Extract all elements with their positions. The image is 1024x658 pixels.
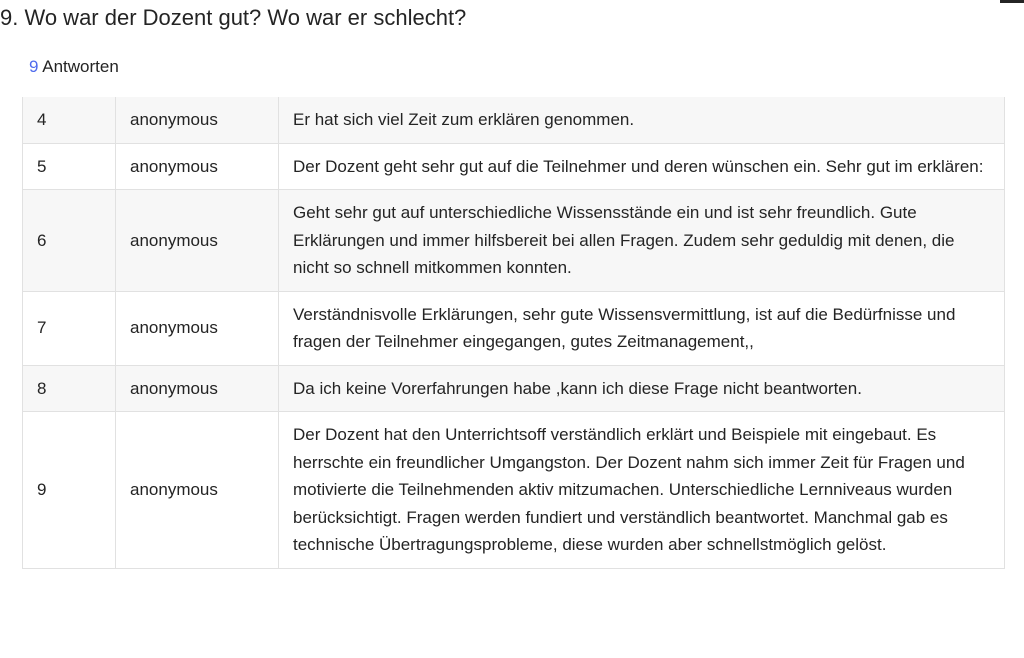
respondent-name: anonymous xyxy=(116,291,279,365)
response-text: Da ich keine Vorerfahrungen habe ,kann ich diese Frage nicht beantworten. xyxy=(279,365,1005,412)
response-text: Verständnisvolle Erklärungen, sehr gute Wissensvermittlung, ist auf die Bedürfnisse und fragen der Teilnehmer eingegangen, gutes Zeitmanagement,, xyxy=(279,291,1005,365)
table-row xyxy=(23,97,1005,143)
response-text: Geht sehr gut auf unterschiedliche Wissensstände ein und ist sehr freundlich. Gute Erklärungen und immer hilfsbereit bei allen Fragen. Zudem sehr geduldig mit denen, die nicht so schnell mitkommen konnten. xyxy=(279,190,1005,292)
response-id: 6 xyxy=(23,190,116,292)
answer-count xyxy=(29,56,119,78)
table-row xyxy=(23,190,1005,292)
response-id: 4 xyxy=(23,97,116,143)
respondent-name: anonymous xyxy=(116,190,279,292)
table-row xyxy=(23,412,1005,569)
answer-count-number: 9 xyxy=(29,57,39,76)
table-row xyxy=(23,143,1005,190)
question-title: 9. Wo war der Dozent gut? Wo war er schlecht? xyxy=(0,5,467,30)
table-row xyxy=(23,365,1005,412)
window-corner-mark xyxy=(1000,0,1024,3)
respondent-name: anonymous xyxy=(116,143,279,190)
response-id: 5 xyxy=(23,143,116,190)
respondent-name: anonymous xyxy=(116,97,279,143)
response-text: Er hat sich viel Zeit zum erklären genommen. xyxy=(279,97,1005,143)
responses-table xyxy=(22,97,1005,569)
response-id: 7 xyxy=(23,291,116,365)
answer-count-label: Antworten xyxy=(42,57,119,76)
response-id: 8 xyxy=(23,365,116,412)
response-text: Der Dozent geht sehr gut auf die Teilnehmer und deren wünschen ein. Sehr gut im erklären: xyxy=(279,143,1005,190)
table-row xyxy=(23,291,1005,365)
respondent-name: anonymous xyxy=(116,412,279,569)
response-id: 9 xyxy=(23,412,116,569)
response-text: Der Dozent hat den Unterrichtsoff verständlich erklärt und Beispiele mit eingebaut. Es herrschte ein freundlicher Umgangston. Der Dozent nahm sich immer Zeit für Fragen und motivierte die Teilnehmenden aktiv mitzumachen. Unterschiedliche Lernniveaus wurden berücksichtigt. Fragen werden fundiert und verständlich beantwortet. Manchmal gab es technische Übertragungsprobleme, diese wurden aber schnellstmöglich gelöst. xyxy=(279,412,1005,569)
respondent-name: anonymous xyxy=(116,365,279,412)
